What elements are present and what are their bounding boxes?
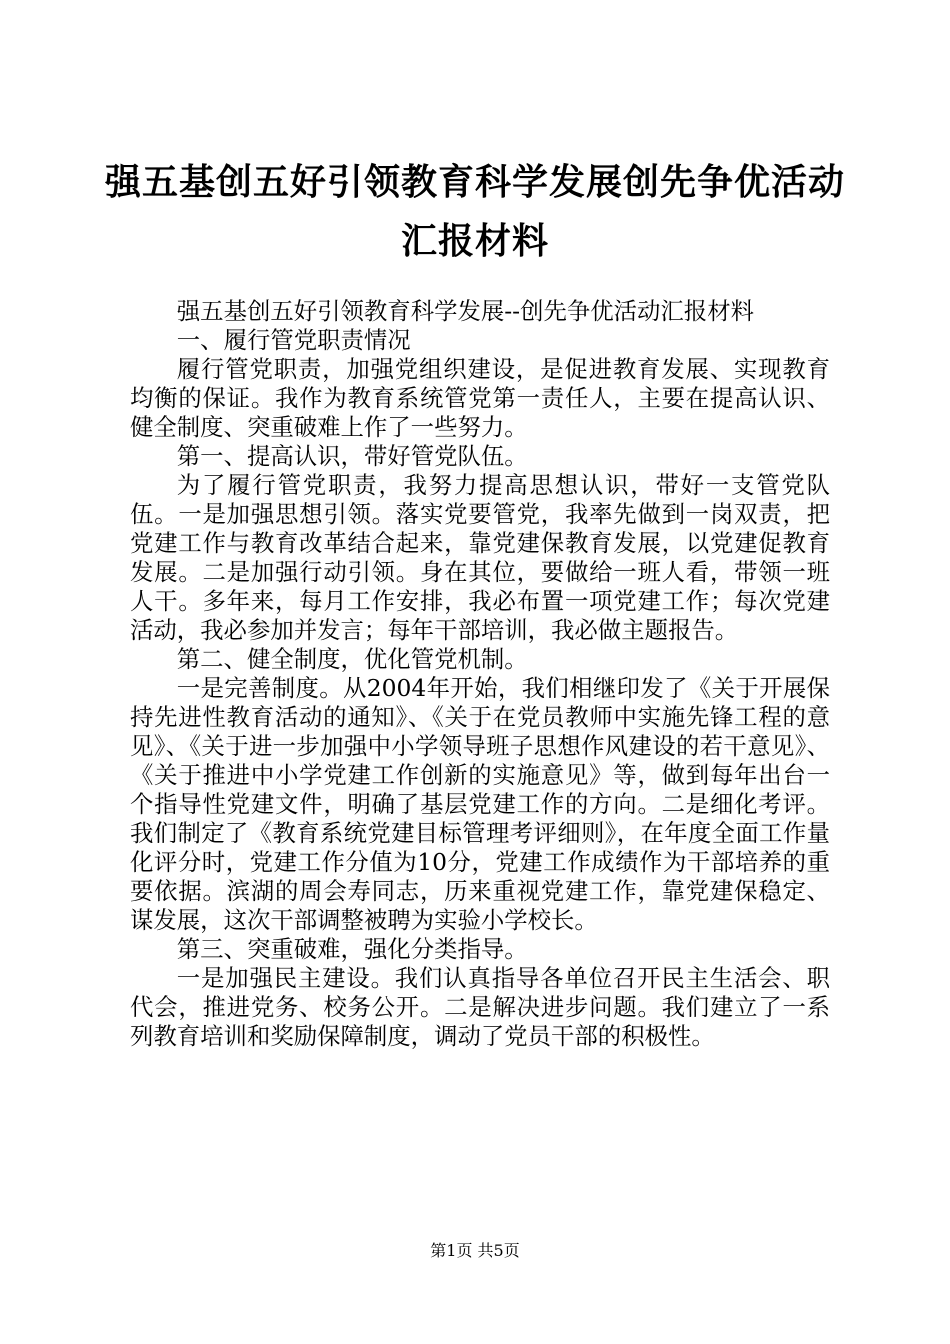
page-number-footer: 第1页 共5页	[430, 1241, 520, 1260]
section-heading: 一、履行管党职责情况	[176, 326, 411, 354]
paragraph: 一是完善制度。从2004年开始，我们相继印发了《关于开展保持先进性教育活动的通知》、《关于在党员教师中实施先锋工程的意见》、《关于进一步加强中小学领导班子思想作风建设的若干意见》、《关于推进中小学党建工作创新的实施意见》等，做到每年出台一个指导性党建文件，明确了基层党建工作的方向。二是细化考评。我们制定了《教育系统党建目标管理考评细则》，在年度全面工作量化评分时，党建工作分值为10分，党建工作成绩作为干部培养的重要依据。滨湖的周会寿同志，历来重视党建工作，靠党建保稳定、谋发展，这次干部调整被聘为实验小学校长。	[130, 674, 830, 934]
paragraph: 履行管党职责，加强党组织建设，是促进教育发展、实现教育均衡的保证。我作为教育系统管党第一责任人，主要在提高认识、健全制度、突重破难上作了一些努力。	[130, 355, 830, 441]
paragraph: 一是加强民主建设。我们认真指导各单位召开民主生活会、职代会，推进党务、校务公开。二是解决进步问题。我们建立了一系列教育培训和奖励保障制度，调动了党员干部的积极性。	[130, 964, 830, 1050]
subsection-heading: 第二、健全制度，优化管党机制。	[176, 645, 528, 673]
subsection-heading: 第三、突重破难，强化分类指导。	[176, 935, 528, 963]
document-title-line-1: 强五基创五好引领教育科学发展创先争优活动	[104, 161, 845, 203]
subsection-heading: 第一、提高认识，带好管党队伍。	[176, 442, 528, 470]
paragraph: 为了履行管党职责，我努力提高思想认识，带好一支管党队伍。一是加强思想引领。落实党要管党，我率先做到一岗双责，把党建工作与教育改革结合起来，靠党建保教育发展，以党建促教育发展。二是加强行动引领。身在其位，要做给一班人看，带领一班人干。多年来，每月工作安排，我必布置一项党建工作；每次党建活动，我必参加并发言；每年干部培训，我必做主题报告。	[130, 471, 830, 644]
document-title-line-2: 汇报材料	[400, 220, 549, 262]
document-body	[130, 297, 830, 1051]
paragraph-subtitle: 强五基创五好引领教育科学发展--创先争优活动汇报材料	[176, 297, 754, 325]
